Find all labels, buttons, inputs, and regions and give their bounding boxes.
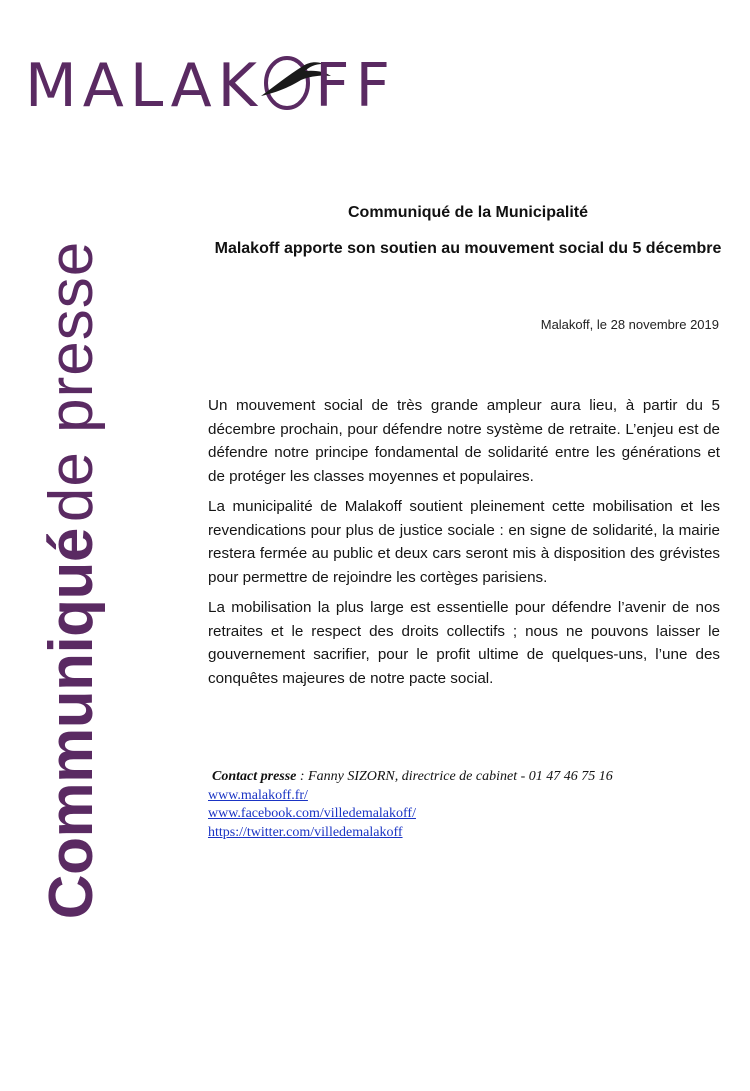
side-label-light: de presse	[37, 240, 106, 523]
contact-line	[208, 768, 728, 787]
logo-text-malak: MALAK	[25, 51, 264, 114]
date-line: Malakoff, le 28 novembre 2019	[540, 317, 719, 332]
logo-text-ff: FF	[315, 51, 397, 114]
contact-details: : Fanny SIZORN, directrice de cabinet - 01 47 46 75 16	[296, 769, 613, 784]
press-release-body	[208, 394, 720, 697]
link-website[interactable]: www.malakoff.fr/	[208, 787, 308, 803]
paragraph: La municipalité de Malakoff soutient pleinement cette mobilisation et les revendications pour plus de justice sociale : en signe de solidarité, la mairie restera fermée au public et deux cars seront mis à disposition des grévistes pour permettre de rejoindre les cortèges parisiens.	[208, 498, 720, 586]
paragraph: Un mouvement social de très grande ampleur aura lieu, à partir du 5 décembre prochain, pour défendre notre système de retraite. L’enjeu est de défendre notre principe fondamental de solidarité entre les générations et de protéger les classes moyennes et populaires.	[208, 397, 720, 485]
side-label-bold: Communiqué	[37, 528, 106, 920]
document-title-line-2: Malakoff apporte son soutien au mouvement social du 5 décembre	[214, 240, 722, 257]
malakoff-logo	[25, 50, 405, 114]
contact-label: Contact presse	[212, 769, 297, 784]
link-twitter[interactable]: https://twitter.com/villedemalakoff	[208, 824, 403, 840]
document-title-line-1: Communiqué de la Municipalité	[347, 204, 589, 221]
link-facebook[interactable]: www.facebook.com/villedemalakoff/	[208, 806, 416, 821]
paragraph: La mobilisation la plus large est essentielle pour défendre l’avenir de nos retraites et le respect des droits collectifs ; nous ne pouvons laisser le gouvernement sacrifier, pour le profit ultime de quelques-uns, l’une des conquêtes majeures de notre pacte social.	[208, 599, 720, 687]
contact-block	[208, 768, 728, 842]
